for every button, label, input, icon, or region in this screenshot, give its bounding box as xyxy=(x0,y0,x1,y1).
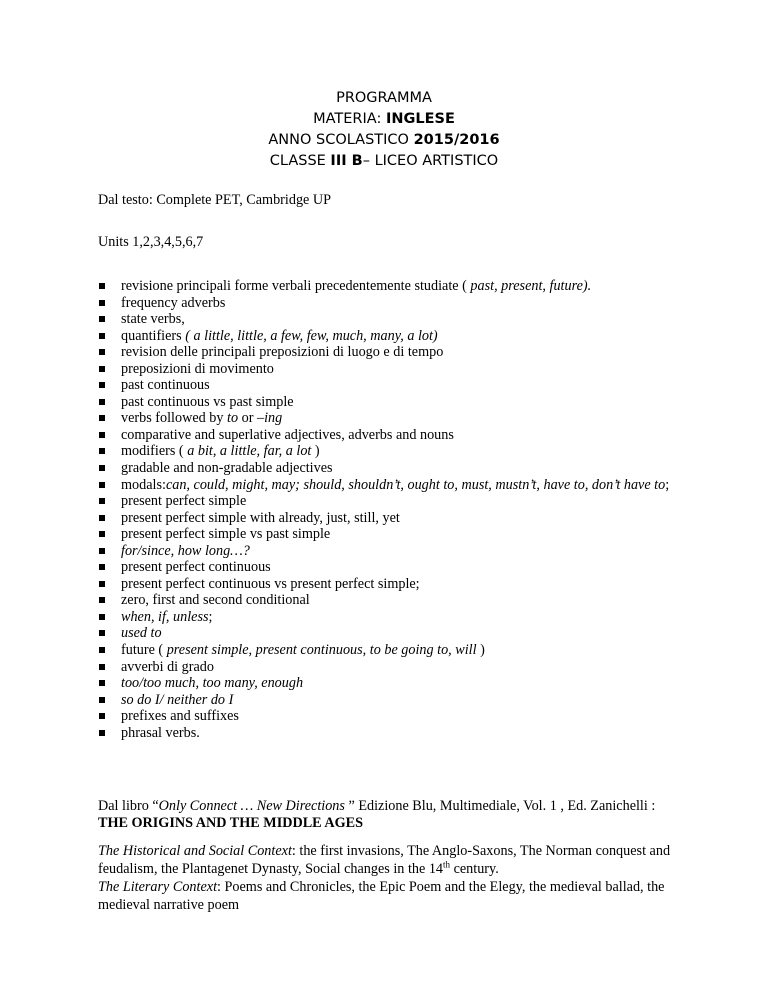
bullet-icon xyxy=(99,448,105,454)
bullet-icon xyxy=(99,630,105,636)
list-item: so do I/ neither do I xyxy=(98,692,698,709)
bullet-icon xyxy=(99,333,105,339)
topic-list xyxy=(98,278,698,741)
bullet-icon xyxy=(99,713,105,719)
literary-context: The Literary Context: Poems and Chronicles, the Epic Poem and the Elegy, the medieval ballad, the medieval narrative poem xyxy=(98,879,665,913)
second-book-intro: Dal libro “Only Connect … New Directions ” Edizione Blu, Multimediale, Vol. 1 , Ed. Zanichelli : xyxy=(98,798,656,814)
list-item: for/since, how long…? xyxy=(98,543,698,560)
list-item: used to xyxy=(98,625,698,642)
second-book-paragraph xyxy=(98,798,718,832)
list-item: quantifiers ( a little, little, a few, few, much, many, a lot) xyxy=(98,328,698,345)
bullet-icon xyxy=(99,366,105,372)
list-item: too/too much, too many, enough xyxy=(98,675,698,692)
section-heading: THE ORIGINS AND THE MIDDLE AGES xyxy=(98,815,364,831)
list-item: modals:can, could, might, may; should, shouldn’t, ought to, must, mustn’t, have to, don’t have to; xyxy=(98,477,698,494)
bullet-icon xyxy=(99,316,105,322)
bullet-icon xyxy=(99,300,105,306)
title-programma: PROGRAMMA xyxy=(336,90,432,106)
bullet-icon xyxy=(99,548,105,554)
list-item: present perfect continuous vs present perfect simple; xyxy=(98,576,698,593)
list-item: modifiers ( a bit, a little, far, a lot ) xyxy=(98,443,698,460)
bullet-icon xyxy=(99,581,105,587)
textbook-line: Dal testo: Complete PET, Cambridge UP xyxy=(98,192,332,208)
list-item: avverbi di grado xyxy=(98,659,698,676)
list-item: state verbs, xyxy=(98,311,698,328)
list-item: revision delle principali preposizioni di luogo e di tempo xyxy=(98,344,698,361)
document-title xyxy=(0,88,768,172)
list-item: comparative and superlative adjectives, adverbs and nouns xyxy=(98,427,698,444)
bullet-icon xyxy=(99,465,105,471)
list-item: present perfect simple vs past simple xyxy=(98,526,698,543)
list-item: preposizioni di movimento xyxy=(98,361,698,378)
units-line: Units 1,2,3,4,5,6,7 xyxy=(98,234,204,250)
bullet-icon xyxy=(99,283,105,289)
list-item: past continuous xyxy=(98,377,698,394)
list-item: zero, first and second conditional xyxy=(98,592,698,609)
context-paragraph xyxy=(98,842,718,914)
bullet-icon xyxy=(99,399,105,405)
bullet-icon xyxy=(99,647,105,653)
list-item: present perfect continuous xyxy=(98,559,698,576)
title-classe: CLASSE III B– LICEO ARTISTICO xyxy=(269,153,499,169)
bullet-icon xyxy=(99,730,105,736)
bullet-icon xyxy=(99,531,105,537)
bullet-icon xyxy=(99,482,105,488)
title-anno: ANNO SCOLASTICO 2015/2016 xyxy=(268,132,500,148)
bullet-icon xyxy=(99,432,105,438)
bullet-icon xyxy=(99,515,105,521)
bullet-icon xyxy=(99,382,105,388)
bullet-icon xyxy=(99,697,105,703)
list-item: future ( present simple, present continuous, to be going to, will ) xyxy=(98,642,698,659)
list-item: present perfect simple xyxy=(98,493,698,510)
list-item: when, if, unless; xyxy=(98,609,698,626)
historical-context: The Historical and Social Context: the first invasions, The Anglo-Saxons, The Norman conquest and feudalism, the Plantagenet Dynasty, Social changes in the 14th century. xyxy=(98,843,671,877)
list-item: past continuous vs past simple xyxy=(98,394,698,411)
bullet-icon xyxy=(99,664,105,670)
bullet-icon xyxy=(99,564,105,570)
list-item: gradable and non-gradable adjectives xyxy=(98,460,698,477)
list-item: revisione principali forme verbali precedentemente studiate ( past, present, future). xyxy=(98,278,698,295)
list-item: verbs followed by to or –ing xyxy=(98,410,698,427)
bullet-icon xyxy=(99,680,105,686)
bullet-icon xyxy=(99,349,105,355)
list-item: phrasal verbs. xyxy=(98,725,698,742)
list-item: present perfect simple with already, just, still, yet xyxy=(98,510,698,527)
list-item: frequency adverbs xyxy=(98,295,698,312)
title-materia: MATERIA: INGLESE xyxy=(313,111,455,127)
list-item: prefixes and suffixes xyxy=(98,708,698,725)
bullet-icon xyxy=(99,597,105,603)
bullet-icon xyxy=(99,614,105,620)
bullet-icon xyxy=(99,415,105,421)
bullet-icon xyxy=(99,498,105,504)
